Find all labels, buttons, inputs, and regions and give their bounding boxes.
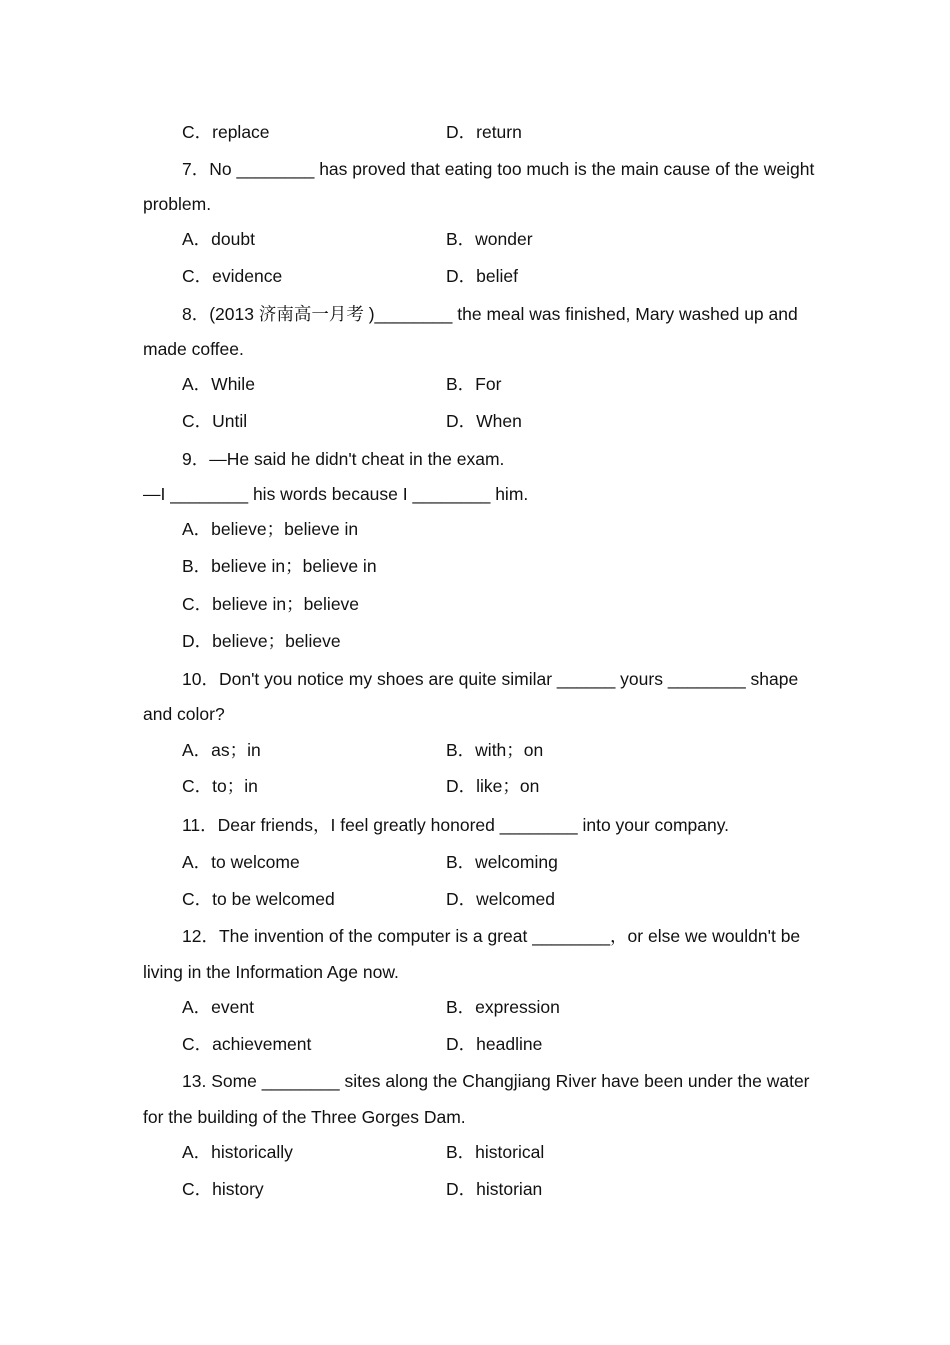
q9-option-c: C．believe in；believe [182, 594, 360, 614]
q9-option-a: A．believe；believe in [182, 519, 359, 539]
q13-stem-line1: 13. Some ________ sites along the Changjiang River have been under the water [182, 1071, 810, 1091]
q13-stem-line2: for the building of the Three Gorges Dam. [143, 1107, 466, 1127]
q9-option-b: B．believe in；believe in [182, 556, 377, 576]
q8-stem-line2: made coffee. [143, 339, 244, 359]
q10-option-d: D．like；on [446, 776, 540, 796]
q10-option-a: A．as；in [182, 740, 261, 760]
q6-option-d: D．return [446, 122, 522, 142]
q9-option-d: D．believe；believe [182, 631, 341, 651]
q8-option-d: D．When [446, 411, 522, 431]
q12-option-c: C．achievement [182, 1034, 312, 1054]
q11-stem-line1: 11．Dear friends，I feel greatly honored ________ into your company. [182, 815, 730, 835]
q8-stem-line1: 8．(2013 济南高一月考 )________ the meal was finished, Mary washed up and [182, 304, 798, 324]
q6-option-c: C．replace [182, 122, 270, 142]
q9-stem-line2: —I ________ his words because I ________ him. [143, 484, 529, 504]
q11-option-d: D．welcomed [446, 889, 555, 909]
q12-stem-line1: 12．The invention of the computer is a great ________，or else we wouldn't be [182, 926, 801, 946]
q10-option-c: C．to；in [182, 776, 258, 796]
q10-stem-line1: 10．Don't you notice my shoes are quite similar ______ yours ________ shape [182, 669, 799, 689]
q12-stem-line2: living in the Information Age now. [143, 962, 399, 982]
q7-option-a: A．doubt [182, 229, 255, 249]
q12-option-b: B．expression [446, 997, 560, 1017]
q9-stem-line1: 9．—He said he didn't cheat in the exam. [182, 449, 505, 469]
q7-stem-line2: problem. [143, 194, 212, 214]
q13-option-a: A．historically [182, 1142, 293, 1162]
q13-option-d: D．historian [446, 1179, 543, 1199]
q7-option-c: C．evidence [182, 266, 283, 286]
q8-option-a: A．While [182, 374, 255, 394]
q12-option-a: A．event [182, 997, 254, 1017]
q7-option-b: B．wonder [446, 229, 533, 249]
q10-stem-line2: and color? [143, 704, 225, 724]
q7-option-d: D．belief [446, 266, 518, 286]
q10-option-b: B．with；on [446, 740, 544, 760]
q11-option-a: A．to welcome [182, 852, 300, 872]
q13-option-c: C．history [182, 1179, 264, 1199]
q11-option-b: B．welcoming [446, 852, 558, 872]
q7-stem-line1: 7．No ________ has proved that eating too much is the main cause of the weight [182, 159, 815, 179]
q11-option-c: C．to be welcomed [182, 889, 335, 909]
q13-option-b: B．historical [446, 1142, 545, 1162]
q8-option-b: B．For [446, 374, 502, 394]
q12-option-d: D．headline [446, 1034, 543, 1054]
q8-option-c: C．Until [182, 411, 248, 431]
